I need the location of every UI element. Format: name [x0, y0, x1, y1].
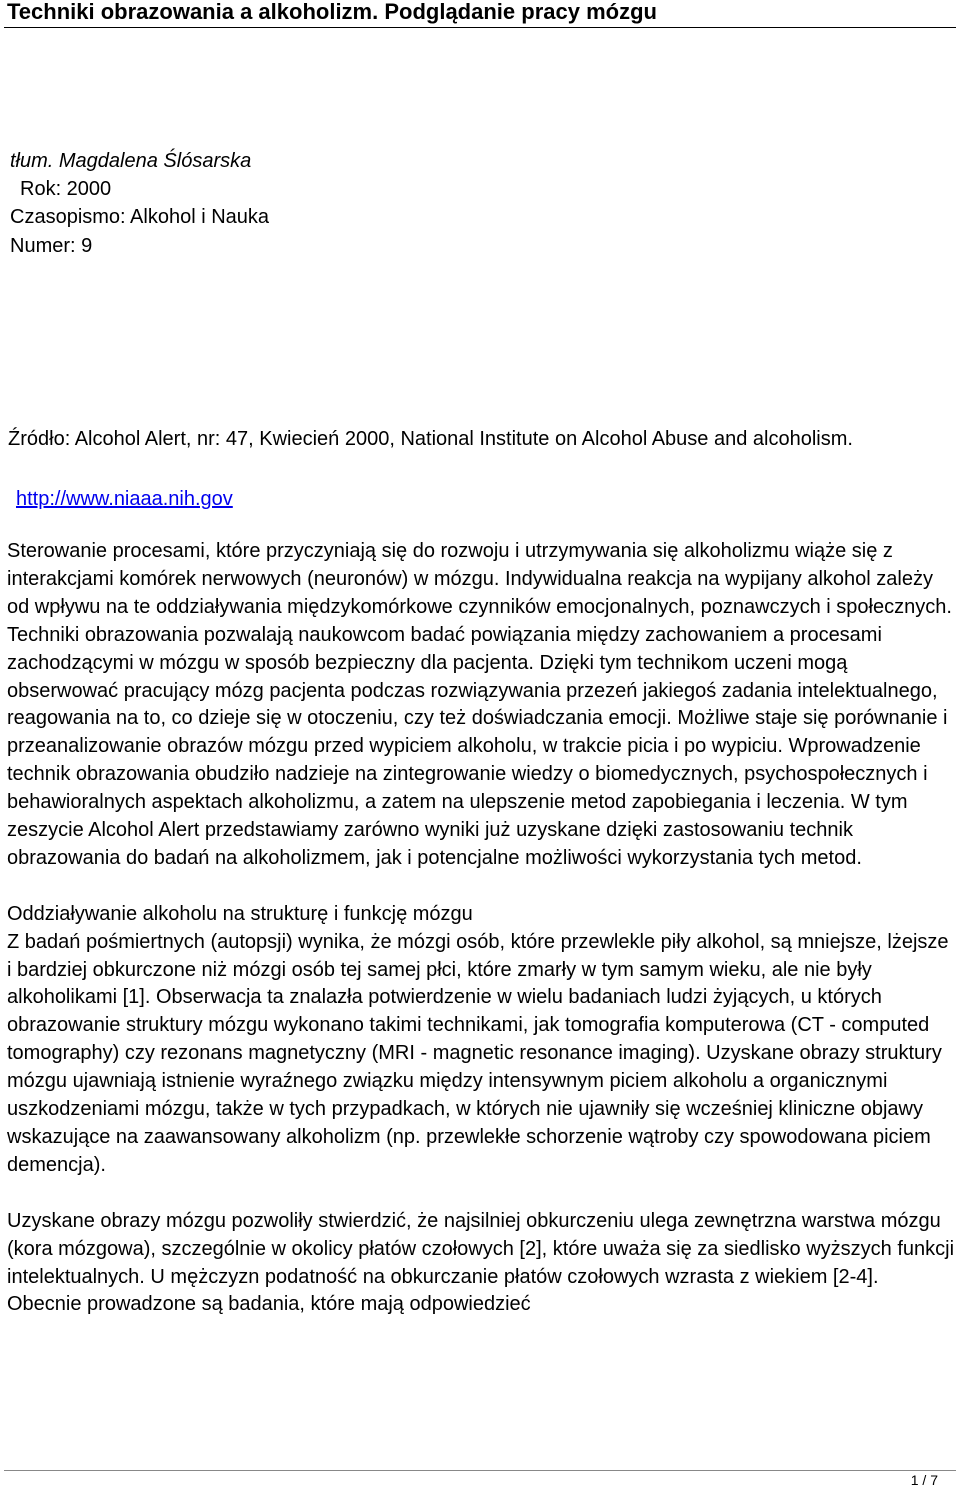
source-line: Źródło: Alcohol Alert, nr: 47, Kwiecień 2000, National Institute on Alcohol Abuse and alcoholism. — [8, 428, 853, 450]
niaaa-link[interactable]: http://www.niaaa.nih.gov — [16, 488, 233, 510]
page-number: 1 / 7 — [910, 1472, 938, 1488]
intro-paragraph: Sterowanie procesami, które przyczyniają się do rozwoju i utrzymywania się alkoholizmu wiąże się z interakcjami komórek nerwowych (neuronów) w mózgu. Indywidualna reakcja na wypijany alkohol zależy od wpływu na te oddziaływania międzykomórkowe czynników emocjonalnych, poznawczych i społecznych. Techniki obrazowania pozwalają naukowcom badać powiązania między zachowaniem a procesami zachodzącymi w mózgu w sposób bezpieczny dla pacjenta. Dzięki tym technikom uczeni mogą obserwować pracujący mózg pacjenta podczas rozwiązywania przezeń jakiegoś zadania intelektualnego, reagowania na to, co dzieje się w otoczeniu, czy też doświadczania emocji. Możliwe staje się porównanie i przeanalizowanie obrazów mózgu przed wypiciem alkoholu, w trakcie picia i po wypiciu. Wprowadzenie technik obrazowania obudziło nadzieje na zintegrowanie wiedzy o biomedycznych, psychospołecznych i behawioralnych aspektach alkoholizmu, a zatem na ulepszenie metod zapobiegania i leczenia. W tym zeszycie Alcohol Alert przedstawiamy zarówno wyniki już uzyskane dzięki zastosowaniu technik obrazowania do badań na alkoholizmem, jak i potencjalne możliwości wykorzystania tych metod. — [7, 540, 952, 869]
section-paragraph: Z badań pośmiertnych (autopsji) wynika, że mózgi osób, które przewlekle piły alkohol, są mniejsze, lżejsze i bardziej obkurczone niż mózgi osób tej samej płci, które zmarły w tym samym wieku, ale nie były alkoholikami [1]. Obserwacja ta znalazła potwierdzenie w wielu badaniach ludzi żyjących, u których obrazowanie struktury mózgu wykonano takimi technikami, jak tomografia komputerowa (CT - computed tomography) czy rezonans magnetyczny (MRI - magnetic resonance imaging). Uzyskane obrazy struktury mózgu ujawniają istnienie wyraźnego związku między intensywnym piciem alkoholu a organicznymi uszkodzeniami mózgu, także w tych przypadkach, w których nie ujawniły się wcześniej kliniczne objawy wskazujące na zaawansowany alkoholizm (np. przewlekłe schorzenie wątroby czy spowodowana piciem demencja). — [7, 930, 949, 1176]
article-metadata — [10, 147, 269, 260]
section-heading: Oddziaływanie alkoholu na strukturę i funkcję mózgu — [7, 902, 473, 925]
translator-line: tłum. Magdalena Ślósarska — [10, 150, 252, 172]
article-body — [7, 538, 957, 1319]
page-title: Techniki obrazowania a alkoholizm. Podglądanie pracy mózgu — [7, 0, 657, 24]
footer-divider — [4, 1470, 956, 1471]
issue-line: Numer: 9 — [10, 234, 93, 257]
title-divider — [4, 27, 956, 28]
year-line: Rok: 2000 — [20, 178, 112, 201]
last-paragraph: Uzyskane obrazy mózgu pozwoliły stwierdzić, że najsilniej obkurczeniu ulega zewnętrzna warstwa mózgu (kora mózgowa), szczególnie w okolicy płatów czołowych [2], które uważa się za siedlisko wyższych funkcji intelektualnych. U mężczyzn podatność na obkurczanie płatów czołowych wzrasta z wiekiem [2-4]. Obecnie prowadzone są badania, które mają odpowiedzieć — [7, 1209, 955, 1316]
journal-line: Czasopismo: Alkohol i Nauka — [10, 206, 270, 229]
